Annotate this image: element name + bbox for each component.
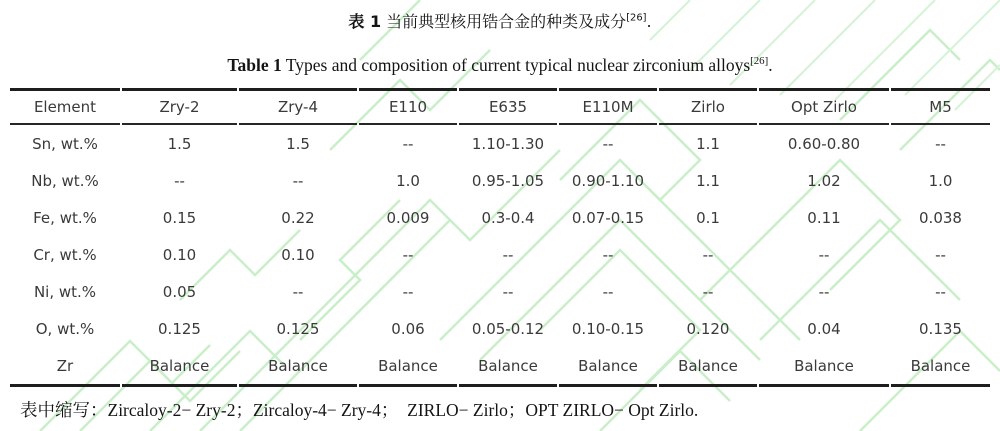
table-cell: Balance — [122, 347, 237, 387]
caption-cn-citation: [26] — [626, 12, 647, 24]
table-cell: -- — [402, 282, 414, 301]
caption-en-label: Table 1 — [227, 55, 282, 75]
caption-en-period: . — [768, 55, 773, 75]
table-caption-english — [0, 55, 1000, 76]
table-cell: 1.02 — [807, 171, 841, 190]
row-label: Cr, wt.% — [33, 245, 97, 264]
caption-en-citation: [26] — [750, 55, 769, 68]
table-cell: 0.038 — [919, 208, 962, 227]
table-cell: 1.1 — [696, 134, 720, 153]
table-row-o — [10, 310, 990, 347]
table-cell: 0.95-1.05 — [471, 171, 545, 190]
header-cell-e110m: E110M — [559, 88, 657, 125]
table-cell: 0.120 — [686, 319, 730, 338]
row-label: Fe, wt.% — [33, 208, 97, 227]
table-cell: 0.125 — [276, 319, 320, 338]
header-cell-m5: M5 — [891, 88, 990, 125]
table-cell: 0.15 — [162, 208, 197, 227]
table-cell: -- — [502, 282, 514, 301]
table-cell: -- — [402, 134, 414, 153]
table-cell: 0.60-0.80 — [787, 134, 861, 153]
caption-cn-label: 表 1 — [348, 12, 382, 31]
table-cell: -- — [702, 282, 714, 301]
table-row-fe — [10, 199, 990, 236]
table-cell: 0.22 — [281, 208, 315, 227]
table-cell: Balance — [239, 347, 357, 387]
table-cell: 1.5 — [167, 134, 192, 153]
table-cell: 0.11 — [807, 208, 841, 227]
table-cell: 1.10-1.30 — [471, 134, 545, 153]
table-cell: 0.10 — [281, 245, 315, 264]
table-cell: 0.125 — [158, 319, 201, 338]
table-cell: 0.1 — [696, 208, 720, 227]
header-cell-element: Element — [10, 88, 120, 125]
table-cell: -- — [292, 282, 304, 301]
row-label: Zr — [10, 347, 120, 387]
header-cell-zirlo: Zirlo — [659, 88, 757, 125]
table-cell: -- — [602, 282, 614, 301]
table-row-cr — [10, 236, 990, 273]
table-cell: -- — [935, 245, 946, 264]
table-cell: -- — [292, 171, 304, 190]
table-row-nb — [10, 162, 990, 199]
caption-en-text: Types and composition of current typical nuclear zirconium alloys — [281, 55, 751, 75]
alloy-composition-table — [8, 88, 992, 387]
header-cell-e635: E635 — [459, 88, 557, 125]
table-cell: -- — [702, 245, 714, 264]
table-cell: Balance — [659, 347, 757, 387]
table-cell: 1.5 — [286, 134, 310, 153]
table-cell: 0.3-0.4 — [481, 208, 535, 227]
table-cell: -- — [402, 245, 414, 264]
table-cell: 0.05-0.12 — [471, 319, 545, 338]
row-label: Ni, wt.% — [33, 282, 97, 301]
table-row-ni — [10, 273, 990, 310]
table-caption-chinese — [0, 9, 1000, 32]
table-cell: -- — [935, 134, 946, 153]
header-cell-e110: E110 — [359, 88, 457, 125]
table-cell: -- — [602, 134, 614, 153]
table-cell: Balance — [891, 347, 990, 387]
abbreviations-footnote: 表中缩写：Zircaloy-2− Zry-2；Zircaloy-4− Zry-4； ZIRLO− Zirlo；OPT ZIRLO− Opt Zirlo. — [20, 400, 699, 420]
table-cell: Balance — [459, 347, 557, 387]
table-cell: 0.135 — [919, 319, 962, 338]
row-label: O, wt.% — [35, 319, 95, 338]
table-row-zr — [10, 347, 990, 387]
table-cell: Balance — [559, 347, 657, 387]
header-row — [10, 88, 990, 125]
table-cell: 0.10-0.15 — [571, 319, 645, 338]
table-cell: -- — [818, 245, 830, 264]
table-cell: -- — [502, 245, 514, 264]
caption-cn-text: 当前典型核用锆合金的种类及成分 — [381, 12, 627, 31]
table-cell: -- — [602, 245, 614, 264]
row-label: Sn, wt.% — [32, 134, 98, 153]
table-cell: 0.10 — [162, 245, 197, 264]
table-cell: 0.04 — [807, 319, 841, 338]
header-cell-zry2: Zry-2 — [122, 88, 237, 125]
table-cell: Balance — [359, 347, 457, 387]
header-cell-opt-zirlo: Opt Zirlo — [759, 88, 889, 125]
table-cell: 0.07-0.15 — [571, 208, 645, 227]
table-cell: Balance — [759, 347, 889, 387]
row-label: Nb, wt.% — [31, 171, 99, 190]
table-cell: 0.009 — [386, 208, 430, 227]
table-cell: -- — [818, 282, 830, 301]
caption-cn-period: . — [646, 12, 652, 31]
table-cell: 0.90-1.10 — [571, 171, 645, 190]
table-cell: 0.06 — [391, 319, 425, 338]
table-cell: 1.0 — [928, 171, 953, 190]
table-cell: 1.1 — [696, 171, 720, 190]
table-row-sn — [10, 125, 990, 162]
table-cell: -- — [935, 282, 946, 301]
table-cell: 1.0 — [396, 171, 420, 190]
table-cell: 0.05 — [162, 282, 197, 301]
header-cell-zry4: Zry-4 — [239, 88, 357, 125]
table-cell: -- — [174, 171, 185, 190]
